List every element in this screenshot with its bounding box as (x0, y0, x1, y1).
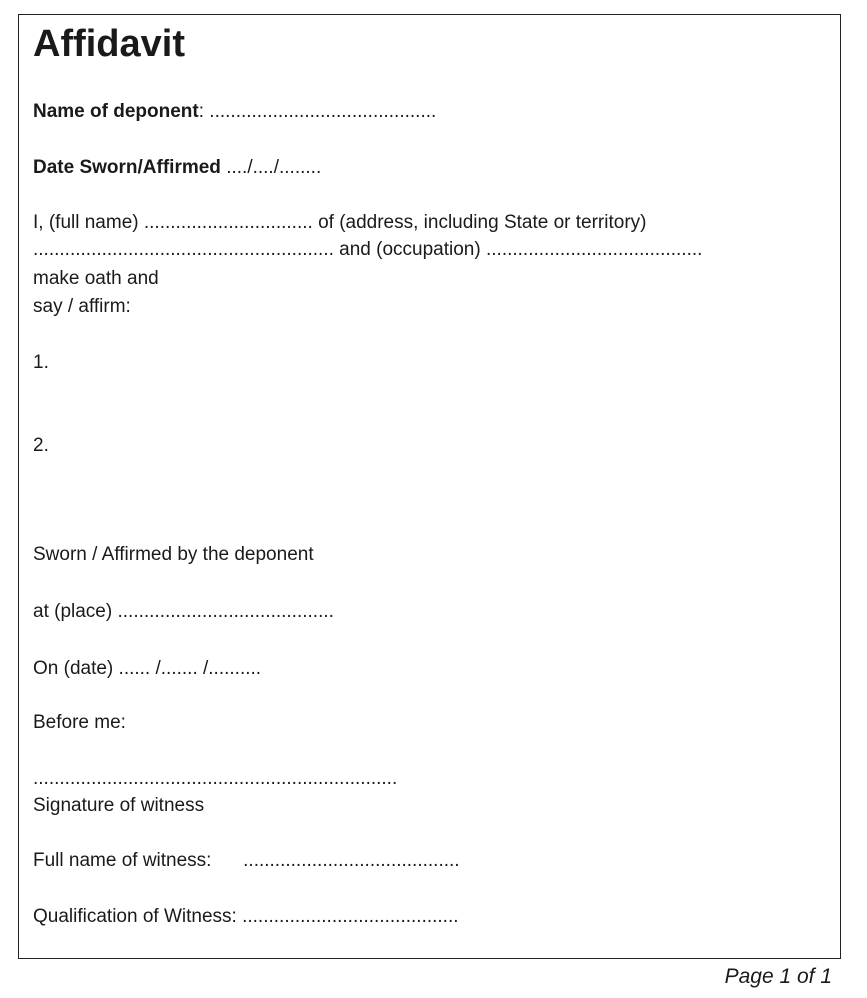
deponent-line (33, 101, 436, 123)
document-title: Affidavit (33, 23, 185, 65)
intro-line-1: I, (full name) ................................ of (address, including State or territory) (33, 212, 647, 233)
date-sworn-blank: ..../..../........ (220, 157, 322, 178)
witness-full-name-line: Full name of witness: ......................................... (33, 850, 460, 871)
affidavit-document (18, 14, 841, 959)
intro-line-2: ......................................................... and (occupation) ......................................... (33, 239, 703, 260)
date-line: On (date) ...... /....... /.......... (33, 658, 262, 679)
list-item: 1. (33, 352, 49, 373)
intro-line-3: make oath and (33, 268, 159, 289)
sworn-heading: Sworn / Affirmed by the deponent (33, 544, 314, 565)
before-me: Before me: (33, 712, 126, 733)
signature-line: ..................................................................... (33, 768, 398, 789)
place-line: at (place) ......................................... (33, 601, 334, 622)
intro-line-4: say / affirm: (33, 296, 131, 317)
deponent-separator: : (198, 101, 210, 122)
witness-qualification-line: Qualification of Witness: ......................................... (33, 906, 459, 927)
page-number: Page 1 of 1 (724, 965, 832, 988)
signature-label: Signature of witness (33, 795, 205, 816)
list-item: 2. (33, 435, 49, 456)
deponent-blank: ........................................... (209, 101, 437, 122)
date-sworn-label: Date Sworn/Affirmed (33, 157, 221, 178)
deponent-label: Name of deponent (33, 101, 199, 122)
date-sworn-line (33, 157, 321, 179)
